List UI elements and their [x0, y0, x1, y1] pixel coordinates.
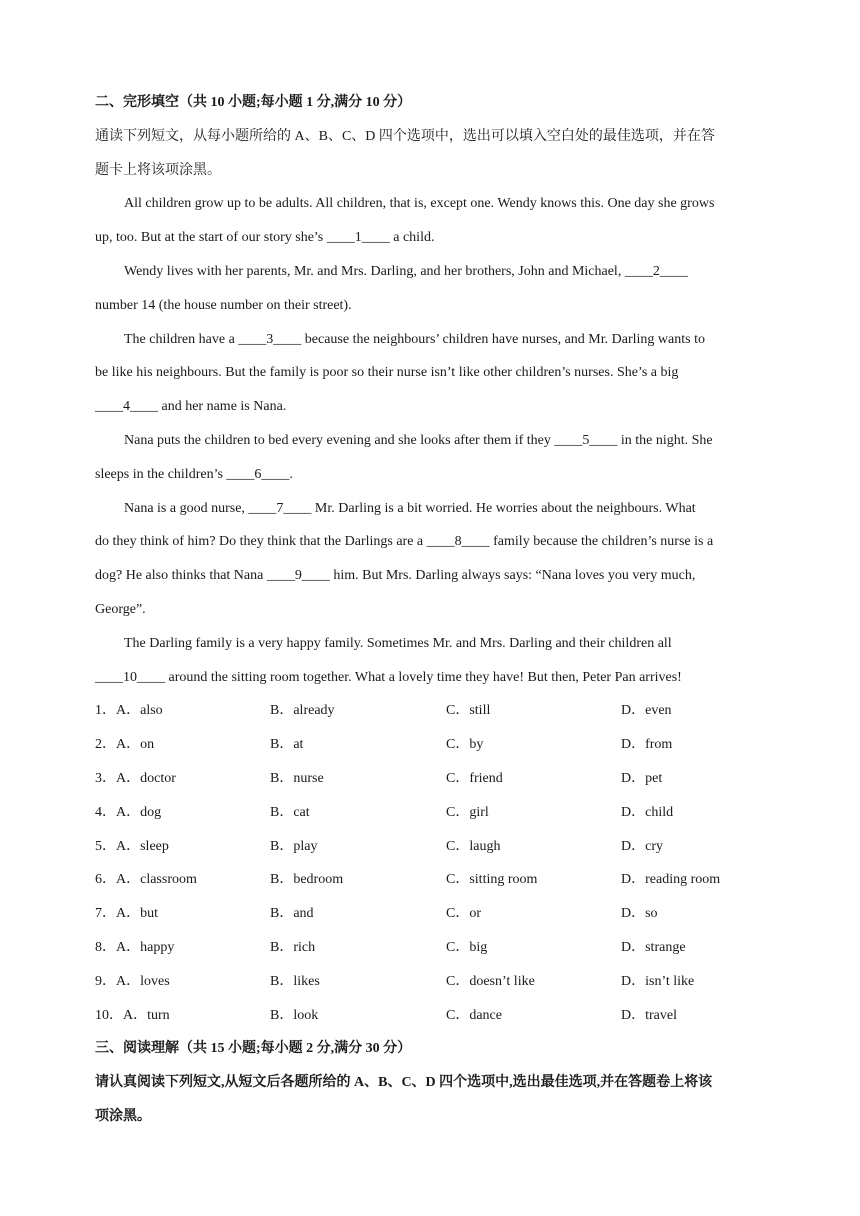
- cloze-passage: [95, 187, 767, 694]
- option-c: C．still: [446, 703, 491, 719]
- passage-line: do they think of him? Do they think that the Darlings are a ____8____ family because the children’s nurse is a: [95, 534, 714, 550]
- question-row: [95, 897, 767, 931]
- passage-line: George”.: [95, 601, 146, 617]
- option-c: C．by: [446, 737, 484, 753]
- option-d: D．child: [621, 804, 674, 820]
- option-a: 2．A．on: [95, 737, 155, 753]
- question-options-list: [95, 694, 767, 1032]
- option-b: B．nurse: [270, 770, 324, 786]
- section-heading-cloze: 二、完形填空（共 10 小题;每小题 1 分,满分 10 分）: [95, 95, 412, 110]
- option-b: B．cat: [270, 804, 310, 820]
- option-b: B．play: [270, 838, 318, 854]
- passage-line: dog? He also thinks that Nana ____9____ him. But Mrs. Darling always says: “Nana loves you very much,: [95, 568, 696, 584]
- option-d: D．strange: [621, 939, 686, 955]
- passage-line: be like his neighbours. But the family is poor so their nurse isn’t like other children’s nurses. She’s a big: [95, 365, 679, 381]
- cloze-instruction-line-2: 题卡上将该项涂黑。: [95, 162, 221, 178]
- option-c: C．or: [446, 906, 481, 922]
- passage-line: ____4____ and her name is Nana.: [95, 399, 287, 415]
- option-b: B．look: [270, 1007, 319, 1023]
- reading-instruction-line-2: 项涂黑。: [95, 1108, 151, 1124]
- option-a: 4．A．dog: [95, 804, 162, 820]
- option-d: D．from: [621, 737, 673, 753]
- passage-line: The children have a ____3____ because the neighbours’ children have nurses, and Mr. Darling wants to: [124, 331, 705, 347]
- option-b: B．already: [270, 703, 335, 719]
- option-b: B．rich: [270, 939, 316, 955]
- option-c: C．friend: [446, 770, 503, 786]
- option-c: C．laugh: [446, 838, 501, 854]
- cloze-instruction-line-1: 通读下列短文，从每小题所给的 A、B、C、D 四个选项中，选出可以填入空白处的最佳选项，并在答: [95, 128, 715, 144]
- option-a: 9．A．loves: [95, 973, 170, 989]
- option-a: 6．A．classroom: [95, 872, 197, 888]
- option-b: B．likes: [270, 973, 320, 989]
- option-d: D．cry: [621, 838, 663, 854]
- option-c: C．sitting room: [446, 872, 538, 888]
- passage-line: Nana puts the children to bed every evening and she looks after them if they ____5____ in the night. She: [124, 432, 713, 448]
- passage-line: number 14 (the house number on their street).: [95, 297, 352, 313]
- option-a: 3．A．doctor: [95, 770, 176, 786]
- option-c: C．big: [446, 939, 488, 955]
- question-row: [95, 931, 767, 965]
- passage-line: All children grow up to be adults. All children, that is, except one. Wendy knows this. One day she grows: [124, 196, 715, 212]
- question-row: [95, 999, 767, 1033]
- question-row: [95, 965, 767, 999]
- passage-line: Nana is a good nurse, ____7____ Mr. Darling is a bit worried. He worries about the neighbours. What: [124, 500, 696, 516]
- option-d: D．pet: [621, 770, 663, 786]
- option-b: B．at: [270, 737, 304, 753]
- option-d: D．isn’t like: [621, 973, 695, 989]
- option-a: 1．A．also: [95, 703, 163, 719]
- question-row: [95, 728, 767, 762]
- option-b: B．bedroom: [270, 872, 344, 888]
- passage-line: ____10____ around the sitting room together. What a lovely time they have! But then, Peter Pan arrives!: [95, 669, 682, 685]
- option-c: C．girl: [446, 804, 489, 820]
- option-c: C．doesn’t like: [446, 973, 535, 989]
- reading-instruction-line-1: 请认真阅读下列短文,从短文后各题所给的 A、B、C、D 四个选项中,选出最佳选项,并在答题卷上将该: [95, 1075, 713, 1091]
- question-row: [95, 863, 767, 897]
- passage-line: up, too. But at the start of our story she’s ____1____ a child.: [95, 230, 435, 246]
- option-b: B．and: [270, 906, 314, 922]
- question-row: [95, 796, 767, 830]
- option-a: 7．A．but: [95, 906, 158, 922]
- option-d: D．travel: [621, 1007, 677, 1023]
- question-row: [95, 830, 767, 864]
- passage-line: Wendy lives with her parents, Mr. and Mrs. Darling, and her brothers, John and Michael, ____2____: [124, 263, 688, 279]
- option-d: D．so: [621, 906, 658, 922]
- passage-line: The Darling family is a very happy family. Sometimes Mr. and Mrs. Darling and their children all: [124, 635, 672, 651]
- option-c: C．dance: [446, 1007, 502, 1023]
- exam-page: [95, 86, 767, 1134]
- option-a: 8．A．happy: [95, 939, 175, 955]
- option-d: D．even: [621, 703, 672, 719]
- option-a: 5．A．sleep: [95, 838, 169, 854]
- question-row: [95, 694, 767, 728]
- section-heading-reading: 三、阅读理解（共 15 小题;每小题 2 分,满分 30 分）: [95, 1041, 412, 1057]
- question-row: [95, 762, 767, 796]
- option-d: D．reading room: [621, 872, 721, 888]
- option-a: 10．A．turn: [95, 1007, 170, 1023]
- passage-line: sleeps in the children’s ____6____.: [95, 466, 293, 482]
